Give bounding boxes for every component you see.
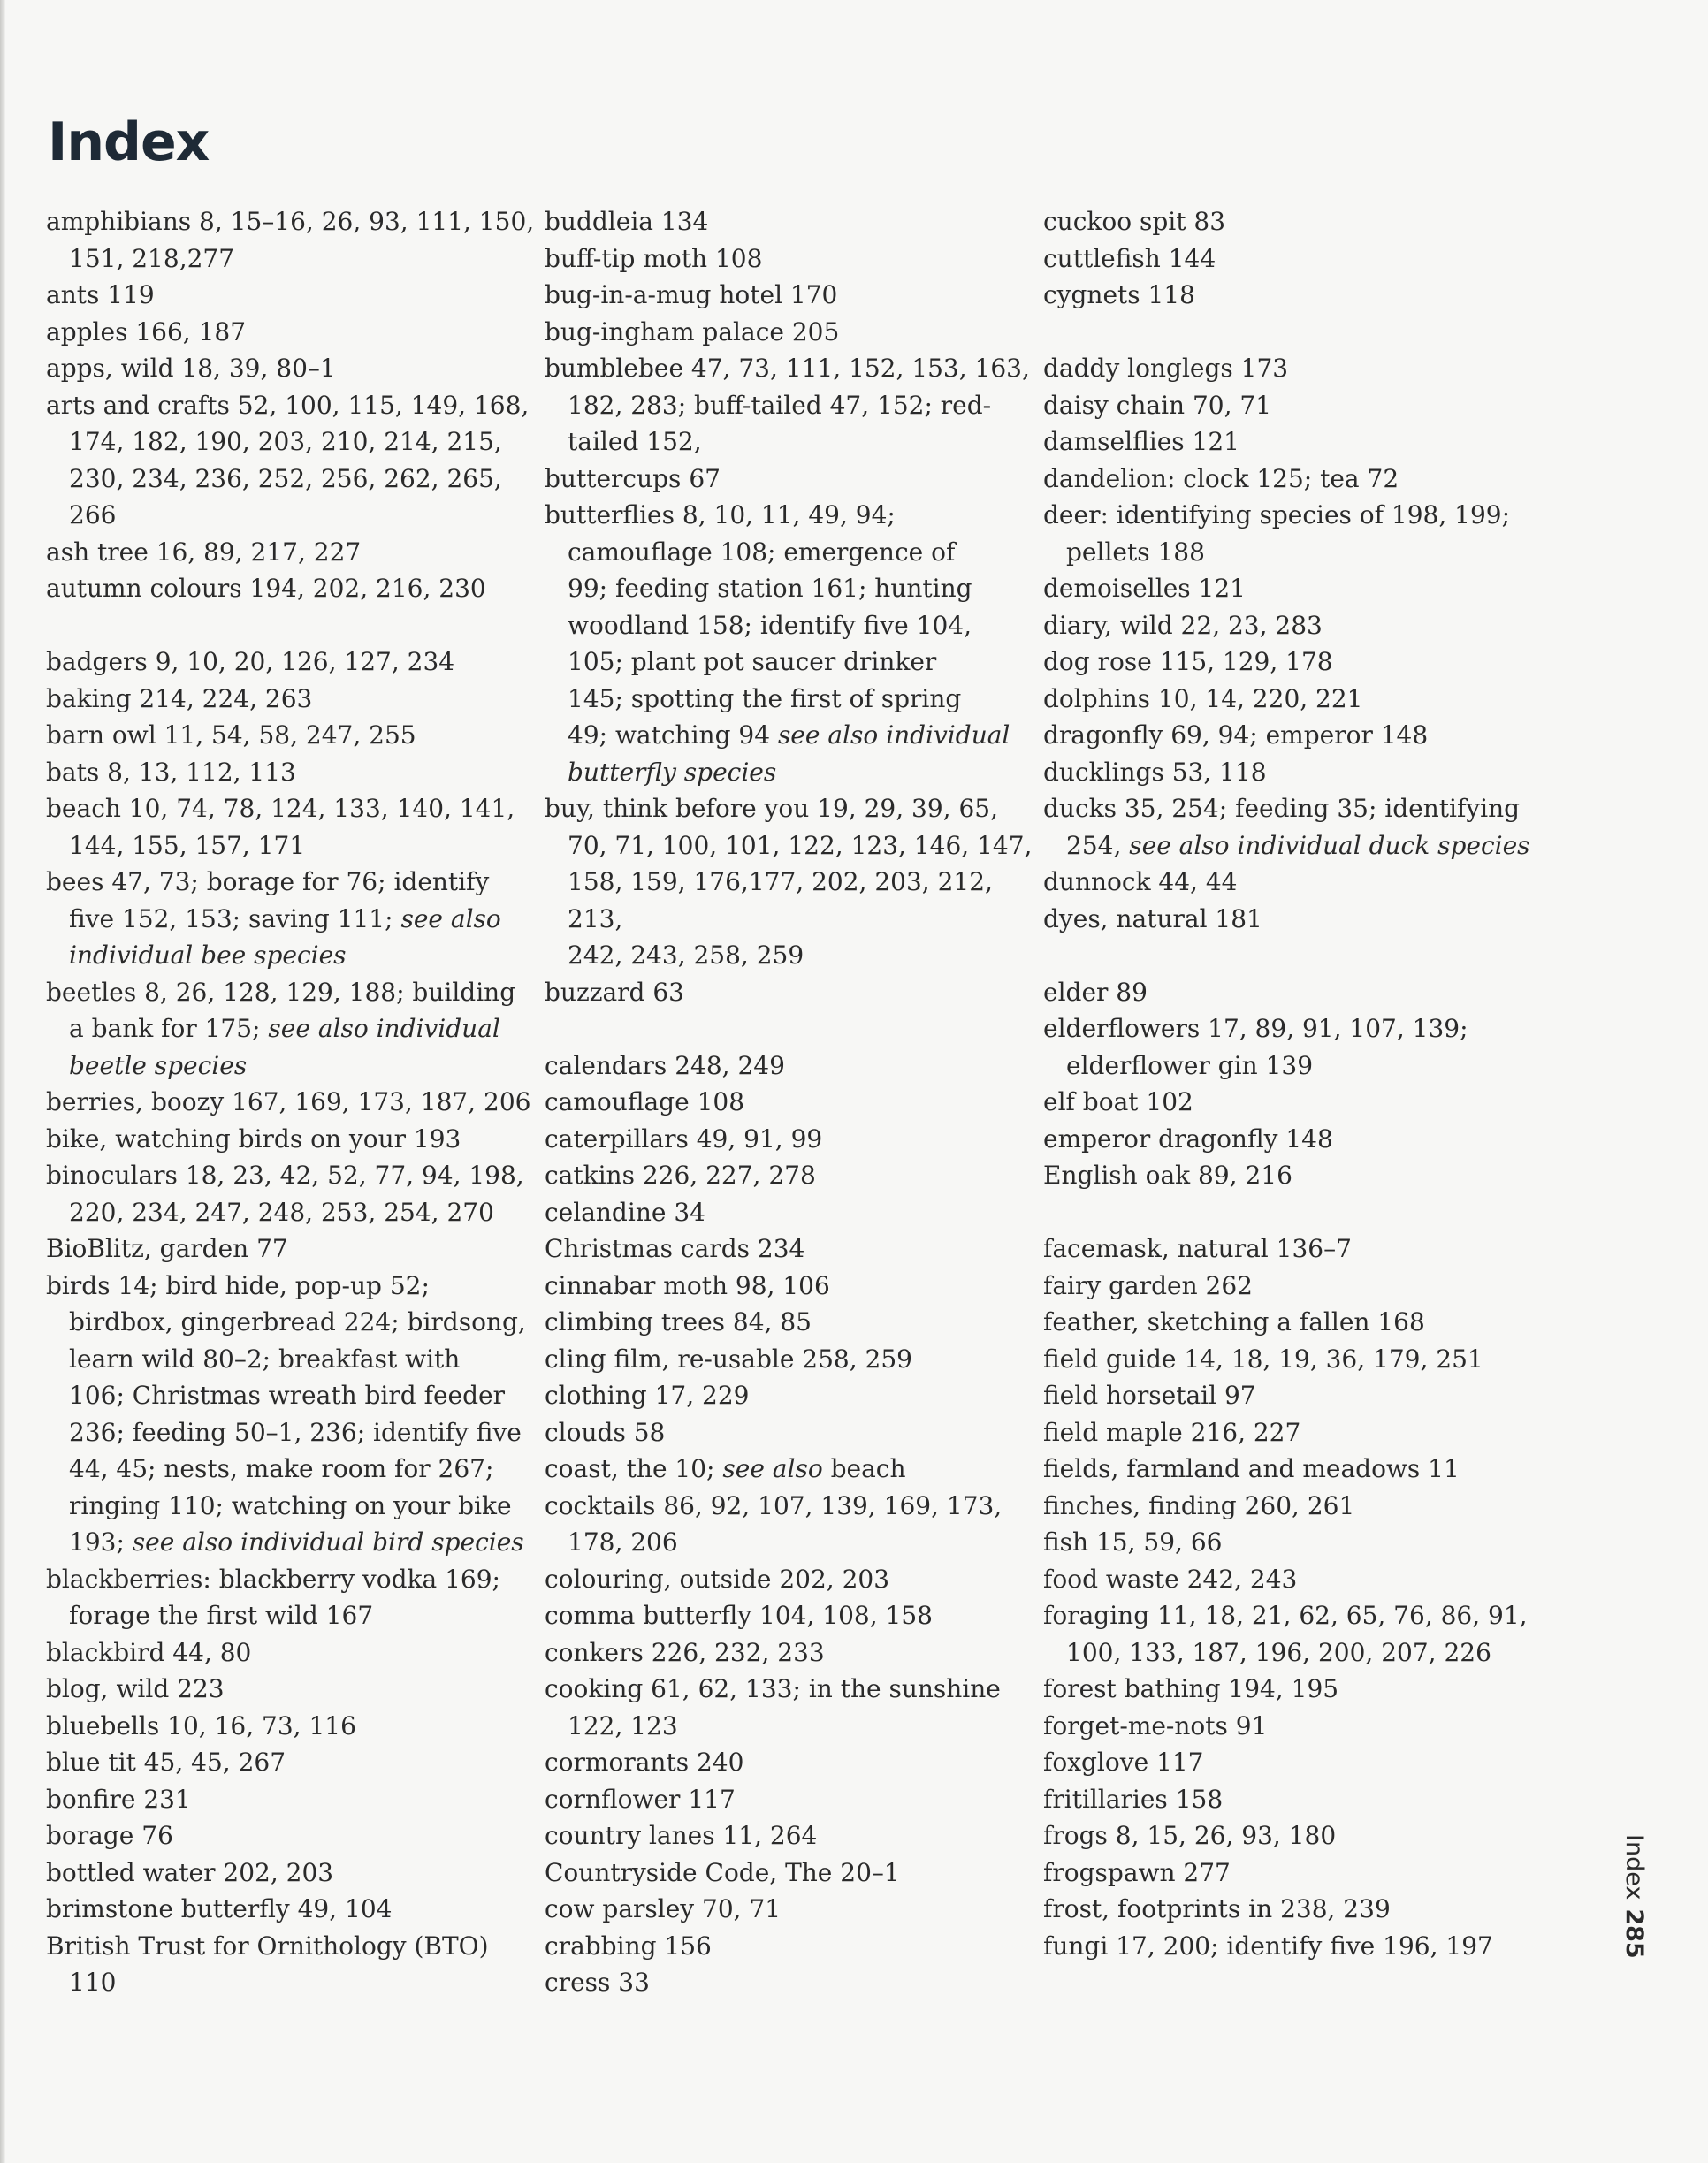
index-entry-line: buttercups 67 (545, 463, 721, 493)
index-entry-line: foraging 11, 18, 21, 62, 65, 76, 86, 91, (1043, 1601, 1528, 1630)
index-entry-line: feather, sketching a fallen 168 (1043, 1307, 1425, 1337)
index-entry (545, 1671, 1040, 1744)
index-entry (545, 497, 1040, 790)
index-entry-line: barn owl 11, 54, 58, 247, 255 (46, 720, 416, 750)
index-entry-line: clothing 17, 229 (545, 1381, 750, 1410)
index-entry-line: 254, (1066, 830, 1122, 860)
index-entry-line: autumn colours 194, 202, 216, 230 (46, 574, 486, 603)
letter-group-gap (545, 1010, 1040, 1047)
index-column-2 (545, 203, 1040, 2001)
index-entry-line: 49; watching 94 (568, 720, 771, 750)
index-entry-line: 236; feeding 50–1, 236; identify five (69, 1417, 522, 1447)
index-entry-line: ducks 35, 254; feeding 35; identifying (1043, 794, 1521, 823)
index-entry-line: badgers 9, 10, 20, 126, 127, 234 (46, 647, 455, 676)
index-entry-line: five 152, 153; saving 111; (69, 903, 393, 933)
index-entry-line: blog, wild 223 (46, 1674, 225, 1703)
index-entry-line: cow parsley 70, 71 (545, 1894, 782, 1923)
index-entry (46, 1268, 541, 1561)
index-entry-line: cormorants 240 (545, 1748, 744, 1777)
index-entry (545, 1781, 1040, 1818)
index-entry-line: country lanes 11, 264 (545, 1821, 818, 1850)
index-entry (545, 1341, 1040, 1378)
index-entry-line: conkers 226, 232, 233 (545, 1637, 825, 1667)
index-entry (1043, 1708, 1538, 1745)
index-entry (1043, 1597, 1538, 1671)
index-entry (545, 974, 1040, 1011)
index-entry-line: British Trust for Ornithology (BTO) (46, 1931, 489, 1961)
index-entry-line: daddy longlegs 173 (1043, 354, 1289, 383)
index-entry-line: bluebells 10, 16, 73, 116 (46, 1710, 356, 1740)
index-entry-line: cooking 61, 62, 133; in the sunshine (545, 1674, 1001, 1703)
index-entry-line: damselflies 121 (1043, 427, 1239, 456)
index-entry (1043, 461, 1538, 498)
index-entry-line: bike, watching birds on your 193 (46, 1123, 461, 1154)
index-entry-line: 230, 234, 236, 252, 256, 262, 265, 266 (69, 463, 502, 529)
index-entry-line: 182, 283; buff-tailed 47, 152; red- (568, 390, 992, 420)
index-entry (1043, 1121, 1538, 1158)
index-entry (545, 790, 1040, 974)
index-entry (46, 1121, 541, 1158)
index-entry (545, 461, 1040, 498)
index-entry (1043, 864, 1538, 901)
index-entry (1043, 1304, 1538, 1341)
index-entry-line: ringing 110; watching on your bike (69, 1490, 512, 1520)
index-entry (46, 717, 541, 754)
index-entry (545, 1817, 1040, 1855)
index-entry-line: binoculars 18, 23, 42, 52, 77, 94, 198, (46, 1161, 524, 1190)
index-entry-line: cocktails 86, 92, 107, 139, 169, 173, (545, 1490, 1003, 1520)
index-entry-line: cygnets 118 (1043, 280, 1195, 309)
letter-group-gap (1043, 937, 1538, 974)
index-entry-line: buy, think before you 19, 29, 39, 65, (545, 794, 998, 823)
see-also-target: beach (822, 1454, 906, 1483)
index-entry-line: dragonfly 69, 94; emperor 148 (1043, 720, 1429, 750)
page-title: Index (48, 111, 210, 173)
index-entry-line: bumblebee 47, 73, 111, 152, 153, 163, (545, 354, 1030, 383)
index-entry (46, 1891, 541, 1928)
index-entry (46, 864, 541, 974)
index-entry-line: fritillaries 158 (1043, 1784, 1224, 1814)
index-entry-line: clouds 58 (545, 1417, 666, 1447)
letter-group-gap (1043, 314, 1538, 351)
index-entry (1043, 1781, 1538, 1818)
index-entry-line: BioBlitz, garden 77 (46, 1234, 288, 1263)
index-entry-line: frogs 8, 15, 26, 93, 180 (1043, 1821, 1337, 1850)
index-entry-line: field horsetail 97 (1043, 1381, 1256, 1410)
see-also-reference: see also individual bee species (69, 903, 501, 970)
index-entry-line: 145; spotting the first of spring (568, 683, 962, 713)
index-entry (1043, 754, 1538, 791)
index-entry (545, 1451, 1040, 1488)
index-entry (545, 1891, 1040, 1928)
index-entry-line: field guide 14, 18, 19, 36, 179, 251 (1043, 1344, 1483, 1374)
index-entry (46, 387, 541, 534)
index-entry (545, 1597, 1040, 1634)
index-entry-line: berries, boozy 167, 169, 173, 187, 206 (46, 1087, 531, 1116)
index-entry (1043, 1744, 1538, 1781)
index-entry-line: cuckoo spit 83 (1043, 207, 1226, 236)
index-entry (1043, 497, 1538, 570)
index-entry-line: 158, 159, 176,177, 202, 203, 212, 213, (568, 867, 993, 933)
index-entry (1043, 570, 1538, 607)
index-entry (46, 1744, 541, 1781)
index-entry-line: buddleia 134 (545, 207, 709, 236)
index-entry-line: celandine 34 (545, 1197, 705, 1227)
index-entry (1043, 1157, 1538, 1194)
index-entry (46, 1928, 541, 2001)
index-entry-line: blackberries: blackberry vodka 169; (46, 1564, 500, 1594)
index-entry-line: cinnabar moth 98, 106 (545, 1270, 830, 1300)
index-entry-line: 144, 155, 157, 171 (69, 830, 306, 860)
index-entry-line: bottled water 202, 203 (46, 1857, 334, 1887)
index-entry-line: bug-ingham palace 205 (545, 316, 840, 347)
index-entry (1043, 387, 1538, 424)
index-entry (1043, 1524, 1538, 1561)
index-entry-line: brimstone butterfly 49, 104 (46, 1894, 393, 1923)
index-entry-line: 178, 206 (568, 1527, 678, 1557)
index-entry-line: calendars 248, 249 (545, 1050, 785, 1080)
index-column-1 (46, 203, 541, 2001)
index-entry-line: caterpillars 49, 91, 99 (545, 1123, 823, 1154)
index-entry (46, 314, 541, 351)
index-entry-line: camouflage 108; emergence of (568, 537, 956, 567)
index-entry (46, 790, 541, 864)
index-entry-line: bug-in-a-mug hotel 170 (545, 280, 838, 309)
page-edge (0, 0, 5, 2163)
index-entry-line: camouflage 108 (545, 1087, 745, 1116)
index-entry-line: blue tit 45, 45, 267 (46, 1748, 286, 1777)
index-entry (545, 1855, 1040, 1892)
index-entry-line: birdbox, gingerbread 224; birdsong, (69, 1307, 526, 1337)
index-entry-line: amphibians 8, 15–16, 26, 93, 111, 150, (46, 207, 535, 236)
index-entry (1043, 1268, 1538, 1305)
index-entry-line: catkins 226, 227, 278 (545, 1161, 816, 1190)
index-entry-line: apples 166, 187 (46, 316, 247, 347)
index-entry-line: 174, 182, 190, 203, 210, 214, 215, (69, 427, 502, 456)
index-entry-line: fairy garden 262 (1043, 1270, 1253, 1300)
index-entry-line: fungi 17, 200; identify five 196, 197 (1043, 1931, 1493, 1961)
index-entry (545, 1964, 1040, 2001)
index-entry (46, 1157, 541, 1230)
footer-section-label: Index (1620, 1834, 1648, 1900)
index-entry-line: 99; feeding station 161; hunting (568, 574, 972, 603)
index-entry-line: dandelion: clock 125; tea 72 (1043, 463, 1399, 493)
index-entry-line: bees 47, 73; borage for 76; identify (46, 867, 490, 896)
index-entry (1043, 1561, 1538, 1598)
index-entry (1043, 1817, 1538, 1855)
index-entry (545, 1744, 1040, 1781)
index-entry-line: apps, wild 18, 39, 80–1 (46, 354, 336, 383)
index-entry-line: diary, wild 22, 23, 283 (1043, 610, 1323, 640)
index-entry (1043, 901, 1538, 938)
index-entry (545, 1414, 1040, 1451)
index-entry (1043, 1414, 1538, 1451)
index-entry-line: dog rose 115, 129, 178 (1043, 647, 1333, 676)
index-entry-line: 44, 45; nests, make room for 267; (69, 1454, 494, 1483)
index-entry (1043, 1230, 1538, 1268)
index-entry-line: climbing trees 84, 85 (545, 1307, 812, 1337)
index-entry-line: 122, 123 (568, 1710, 678, 1740)
index-entry-line: beach 10, 74, 78, 124, 133, 140, 141, (46, 794, 515, 823)
index-entry-line: elder 89 (1043, 977, 1148, 1007)
index-entry-line: demoiselles 121 (1043, 574, 1246, 603)
index-entry-line: bats 8, 13, 112, 113 (46, 757, 296, 787)
index-entry (46, 1817, 541, 1855)
index-entry-line: ants 119 (46, 280, 155, 309)
index-entry-line: buzzard 63 (545, 977, 684, 1007)
index-entry-line: 242, 243, 258, 259 (568, 941, 804, 970)
index-entry (1043, 1341, 1538, 1378)
index-entry (46, 277, 541, 314)
index-entry-line: frost, footprints in 238, 239 (1043, 1894, 1391, 1923)
index-entry (545, 1047, 1040, 1085)
index-entry (46, 1671, 541, 1708)
page-number: 285 (1620, 1908, 1648, 1959)
index-entry-line: daisy chain 70, 71 (1043, 390, 1272, 420)
index-entry (545, 1121, 1040, 1158)
index-entry-line: birds 14; bird hide, pop-up 52; (46, 1270, 430, 1300)
index-entry-line: forest bathing 194, 195 (1043, 1674, 1339, 1703)
index-entry-line: cress 33 (545, 1968, 650, 1997)
index-entry-line: learn wild 80–2; breakfast with (69, 1344, 461, 1374)
index-entry (1043, 1488, 1538, 1525)
index-entry (46, 534, 541, 571)
index-entry-line: 110 (69, 1968, 117, 1997)
index-entry-line: cornflower 117 (545, 1784, 736, 1814)
index-entry (545, 240, 1040, 278)
index-entry (1043, 1451, 1538, 1488)
index-entry (1043, 423, 1538, 461)
index-entry-line: a bank for 175; (69, 1014, 261, 1043)
index-entry-line: Countryside Code, The 20–1 (545, 1857, 900, 1887)
index-entry-line: cuttlefish 144 (1043, 243, 1216, 273)
index-entry (1043, 717, 1538, 754)
index-entry-line: forage the first wild 167 (69, 1601, 374, 1630)
index-entry (545, 1634, 1040, 1672)
index-entry (545, 203, 1040, 240)
index-entry-line: facemask, natural 136–7 (1043, 1234, 1352, 1263)
index-entry (46, 1708, 541, 1745)
index-entry-line: foxglove 117 (1043, 1748, 1204, 1777)
index-entry (46, 1084, 541, 1121)
index-entry-line: baking 214, 224, 263 (46, 683, 313, 713)
index-entry (1043, 974, 1538, 1011)
index-entry-line: pellets 188 (1066, 537, 1205, 567)
index-entry-line: colouring, outside 202, 203 (545, 1564, 890, 1594)
index-entry (46, 754, 541, 791)
index-entry (46, 974, 541, 1085)
index-entry (545, 1488, 1040, 1561)
index-entry (1043, 607, 1538, 644)
index-entry-line: frogspawn 277 (1043, 1857, 1231, 1887)
index-entry (1043, 203, 1538, 240)
index-entry (545, 1194, 1040, 1231)
index-entry (1043, 1377, 1538, 1414)
index-entry-line: food waste 242, 243 (1043, 1564, 1298, 1594)
index-entry-line: dolphins 10, 14, 220, 221 (1043, 683, 1363, 713)
index-entry-line: fields, farmland and meadows 11 (1043, 1454, 1460, 1483)
index-entry (1043, 1928, 1538, 1965)
index-entry-line: 151, 218,277 (69, 243, 235, 273)
index-entry (1043, 350, 1538, 387)
index-entry (46, 203, 541, 277)
index-entry-line: English oak 89, 216 (1043, 1161, 1292, 1190)
index-entry-line: woodland 158; identify five 104, (568, 610, 972, 640)
letter-group-gap (1043, 1194, 1538, 1231)
index-entry-line: emperor dragonfly 148 (1043, 1123, 1333, 1154)
index-entry (46, 1230, 541, 1268)
see-also-reference: see also individual bird species (132, 1527, 524, 1557)
index-entry (1043, 790, 1538, 864)
index-entry-line: 105; plant pot saucer drinker (568, 647, 937, 676)
index-entry-line: elderflower gin 139 (1066, 1050, 1314, 1080)
index-entry-line: coast, the 10; (545, 1454, 715, 1483)
index-entry (545, 1377, 1040, 1414)
index-entry (1043, 1084, 1538, 1121)
index-entry (545, 350, 1040, 461)
index-entry-line: 193; (69, 1527, 125, 1557)
index-entry-line: borage 76 (46, 1821, 173, 1850)
index-entry-line: comma butterfly 104, 108, 158 (545, 1601, 933, 1630)
index-entry-line: Christmas cards 234 (545, 1234, 805, 1263)
index-entry (1043, 1855, 1538, 1892)
index-entry-line: buff-tip moth 108 (545, 243, 763, 273)
index-entry (545, 1928, 1040, 1965)
index-entry-line: ash tree 16, 89, 217, 227 (46, 537, 362, 567)
see-also-reference: see also individual beetle species (69, 1014, 500, 1080)
see-also-reference: see also individual butterfly species (568, 720, 1010, 787)
index-entry-line: 70, 71, 100, 101, 122, 123, 146, 147, (568, 830, 1033, 860)
index-column-3 (1043, 203, 1538, 1964)
letter-group-gap (46, 607, 541, 644)
index-entry (46, 570, 541, 607)
index-entry-line: 220, 234, 247, 248, 253, 254, 270 (69, 1197, 494, 1227)
index-entry (1043, 681, 1538, 718)
see-also-reference: see also (722, 1454, 823, 1483)
index-entry (1043, 644, 1538, 681)
index-entry (46, 1781, 541, 1818)
index-entry-line: forget-me-nots 91 (1043, 1710, 1268, 1740)
page-footer (1620, 1834, 1648, 1959)
index-entry (46, 681, 541, 718)
index-entry-line: elderflowers 17, 89, 91, 107, 139; (1043, 1014, 1468, 1043)
index-entry (1043, 1010, 1538, 1084)
index-entry (545, 1157, 1040, 1194)
index-entry (46, 1561, 541, 1634)
index-entry-line: 106; Christmas wreath bird feeder (69, 1381, 505, 1410)
index-entry (545, 1084, 1040, 1121)
index-entry (1043, 277, 1538, 314)
index-entry-line: finches, finding 260, 261 (1043, 1490, 1355, 1520)
see-also-reference: see also individual duck species (1129, 830, 1530, 860)
index-entry (545, 1561, 1040, 1598)
index-entry-line: arts and crafts 52, 100, 115, 149, 168, (46, 390, 530, 420)
index-entry-line: elf boat 102 (1043, 1087, 1193, 1116)
index-entry (1043, 1891, 1538, 1928)
index-entry (46, 350, 541, 387)
index-entry-line: fish 15, 59, 66 (1043, 1527, 1223, 1557)
index-entry-line: bonfire 231 (46, 1784, 191, 1814)
index-entry-line: dunnock 44, 44 (1043, 867, 1238, 896)
index-entry (46, 1634, 541, 1672)
index-entry (545, 1268, 1040, 1305)
index-entry-line: cling film, re-usable 258, 259 (545, 1344, 912, 1374)
index-entry-line: tailed 152, (568, 427, 702, 456)
index-entry-line: beetles 8, 26, 128, 129, 188; building (46, 977, 516, 1007)
index-entry (545, 1230, 1040, 1268)
index-entry (1043, 240, 1538, 278)
index-entry-line: butterflies 8, 10, 11, 49, 94; (545, 500, 896, 529)
index-entry-line: dyes, natural 181 (1043, 903, 1262, 933)
index-entry-line: blackbird 44, 80 (46, 1637, 252, 1667)
index-entry-line: crabbing 156 (545, 1931, 712, 1961)
index-entry-line: ducklings 53, 118 (1043, 757, 1267, 787)
index-entry (545, 314, 1040, 351)
index-entry (46, 1855, 541, 1892)
index-entry (545, 277, 1040, 314)
index-entry (545, 1304, 1040, 1341)
index-entry (46, 644, 541, 681)
index-entry (1043, 1671, 1538, 1708)
index-entry-line: field maple 216, 227 (1043, 1417, 1301, 1447)
index-entry-line: deer: identifying species of 198, 199; (1043, 500, 1511, 529)
index-entry-line: 100, 133, 187, 196, 200, 207, 226 (1066, 1637, 1491, 1667)
